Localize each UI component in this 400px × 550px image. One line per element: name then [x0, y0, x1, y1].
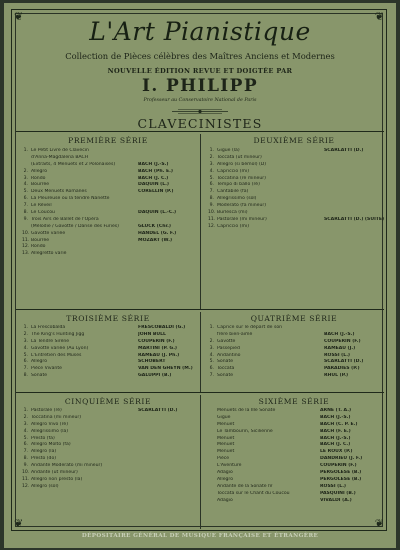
composer-name: SCARLATTI (D.): [138, 408, 178, 413]
work-title: Capriccio (mi): [217, 168, 250, 174]
work-title: Menuet: [217, 421, 235, 427]
list-item: [22, 224, 198, 231]
item-number: 11.: [22, 237, 30, 243]
list-item: [208, 210, 384, 217]
series-list-5: [22, 408, 198, 491]
item-number: 2.: [23, 168, 28, 174]
composer-name: MOZART (W.): [138, 237, 173, 243]
list-item: [208, 325, 384, 332]
composer-name: BACH (J.-S.): [320, 414, 351, 420]
list-item: [208, 449, 384, 456]
item-number: 9.: [23, 463, 28, 469]
work-title: Andantino: [217, 352, 241, 358]
list-item: [208, 189, 384, 196]
composer-name: COUPERIN (F.): [320, 463, 357, 469]
list-item: [208, 429, 384, 436]
item-number: 11.: [22, 476, 30, 482]
corner-ornament-icon: ❦: [374, 517, 384, 530]
item-number: 10.: [208, 210, 216, 216]
item-number: 2.: [23, 414, 28, 420]
composer-name: VIVALDI (A.): [320, 497, 352, 503]
list-item: [22, 346, 198, 353]
work-title: Trois Airs de Ballet de l'Opéra: [31, 216, 99, 222]
work-title: La Tendre Sirène: [31, 338, 70, 344]
series-heading-5: CINQUIÈME SÉRIE: [64, 397, 152, 406]
composer-name: SCARLATTI (D.): [324, 148, 364, 153]
item-number: 3.: [209, 345, 214, 351]
item-number: 5.: [23, 189, 28, 195]
list-item: [22, 196, 198, 203]
work-title: (Mélodie / Gavotte / Danse des Furies): [31, 223, 119, 229]
category-heading: CLAVECINISTES: [137, 116, 263, 131]
composer-name: DAQUIN (L.): [138, 182, 170, 188]
work-title: Sonate: [217, 373, 234, 379]
composer-name: CORELLIN (P.): [138, 189, 174, 195]
item-number: 1.: [209, 325, 214, 330]
corner-ornament-icon: ❦: [14, 10, 24, 23]
list-item: [22, 339, 198, 346]
series-heading-4: QUATRIÈME SÉRIE: [250, 314, 338, 323]
composer-name: MARTINI (P. G.): [138, 345, 178, 351]
list-item: [22, 470, 198, 477]
score-cover: [4, 3, 396, 548]
work-title: Pastorale (ré): [31, 408, 62, 413]
item-number: 4.: [23, 428, 28, 434]
composer-name: RHUL (P.): [324, 373, 349, 379]
list-item: [208, 162, 384, 169]
composer-name: FRESCOBALDI (G.): [138, 325, 186, 330]
work-title: Menuet: [217, 449, 235, 455]
work-title: Menuet: [217, 442, 235, 448]
composer-name: BACH (J.-S.): [138, 161, 169, 167]
divider: [16, 392, 384, 393]
series-heading-3: TROISIÈME SÉRIE: [66, 314, 150, 323]
work-title: Rondo: [31, 244, 46, 250]
list-item: [22, 422, 198, 429]
list-item: [208, 217, 384, 224]
list-item: [208, 463, 384, 470]
list-item: [208, 203, 384, 210]
item-number: 7.: [23, 203, 28, 209]
item-number: 9.: [23, 216, 28, 222]
work-title: Allegrissimo (sol): [217, 196, 257, 202]
composer-name: COUPERIN (F.): [138, 338, 175, 344]
list-item: [22, 366, 198, 373]
work-title: L'Aventure: [217, 463, 242, 469]
list-item: [22, 484, 198, 491]
work-title: Sonate: [217, 359, 234, 365]
series-list-4: [208, 325, 384, 380]
list-item: [208, 155, 384, 162]
column-divider: [200, 312, 201, 392]
item-number: 12.: [22, 244, 30, 250]
item-number: 1.: [23, 148, 28, 153]
item-number: 12.: [208, 223, 216, 229]
work-title: Passepied: [217, 345, 240, 351]
work-title: Le Tambourin, Sicilienne: [217, 428, 273, 434]
collection-subtitle: Collection de Pièces célèbres des Maîtres Anciens et Modernes: [65, 51, 335, 61]
list-item: [22, 162, 198, 169]
list-item: [22, 238, 198, 245]
list-item: [208, 498, 384, 505]
corner-ornament-icon: ❦: [374, 10, 384, 23]
composer-name: DANDRIEU (J. F.): [320, 456, 363, 462]
item-number: 5.: [209, 359, 214, 365]
work-title: The King's Hunting Jigg: [31, 331, 85, 337]
item-number: 2.: [209, 338, 214, 344]
publisher-footer: DÉPOSITAIRE GÉNÉRAL DE MUSIQUE FRANÇAISE ET ÉTRANGÈRE: [81, 533, 319, 539]
composer-name: BACH (Ph. E.): [138, 168, 173, 174]
item-number: 1.: [23, 408, 28, 413]
item-number: 6.: [209, 182, 214, 188]
composer-name: DAQUIN (L.-C.): [138, 210, 177, 216]
list-item: [22, 231, 198, 238]
list-item: [22, 415, 198, 422]
item-number: 1.: [23, 325, 28, 330]
item-number: 8.: [23, 373, 28, 379]
work-title: Capriccio (mi): [217, 223, 250, 229]
work-title: Allegro (si bémol) (D): [217, 161, 267, 167]
item-number: 9.: [209, 203, 214, 209]
divider-ornament-icon: [172, 108, 228, 115]
list-item: [208, 442, 384, 449]
composer-name: ROSSI (L.): [324, 352, 351, 358]
composer-name: GALUPPI (B.): [138, 373, 172, 379]
list-item: [208, 373, 384, 380]
work-title: d'Anna-Magdalena BACH: [31, 154, 89, 160]
work-title: Allegro: [31, 359, 48, 365]
work-title: (Extraits, 4 Menuets et 2 Polonaises): [31, 161, 116, 167]
item-number: 10.: [22, 230, 30, 236]
list-item: [22, 477, 198, 484]
edition-line: NOUVELLE ÉDITION REVUE ET DOIGTÉE PAR: [107, 67, 293, 75]
item-number: 3.: [23, 421, 28, 427]
work-title: Allegro: [31, 168, 48, 174]
list-item: [208, 339, 384, 346]
work-title: Toccatina (mi mineur): [31, 414, 82, 420]
list-item: [208, 359, 384, 366]
composer-name: PASQUINI (B.): [320, 490, 356, 496]
composer-name: BACH (J.-S.): [324, 331, 355, 337]
work-title: Le Coucou: [31, 210, 55, 216]
divider: [16, 309, 384, 310]
series-heading-2: DEUXIÈME SÉRIE: [253, 136, 335, 145]
list-item: [22, 429, 198, 436]
work-title: Andante de la Sonate IV: [217, 483, 273, 489]
composer-name: BACH (J.-S.): [320, 435, 351, 441]
work-title: Le Petit Livre de Clavecin: [31, 148, 89, 153]
work-title: Gavotte: [217, 338, 236, 344]
list-item: [208, 224, 384, 231]
work-title: Pièce Vivante: [31, 366, 62, 372]
work-title: Allegro (sol): [31, 483, 59, 489]
composer-name: HÄNDEL (G. F.): [138, 230, 177, 236]
item-number: 6.: [23, 196, 28, 202]
list-item: [22, 325, 198, 332]
item-number: 4.: [209, 352, 214, 358]
item-number: 3.: [209, 161, 214, 167]
work-title: Caprice sur le départ de son: [217, 325, 283, 330]
work-title: Allegro Vivo (ré): [31, 421, 69, 427]
item-number: 3.: [23, 338, 28, 344]
list-item: [22, 169, 198, 176]
work-title: Allegrissimo (la): [31, 428, 69, 434]
item-number: 8.: [209, 196, 214, 202]
work-title: Toccata sur le Chant du Coucou: [217, 490, 290, 496]
list-item: [208, 196, 384, 203]
work-title: Pastorale (mi mineur): [217, 216, 267, 222]
list-item: [208, 456, 384, 463]
composer-name: RAMEAU (J. Ph.): [138, 352, 180, 358]
composer-name: RAMEAU (J.): [324, 345, 356, 351]
list-item: [22, 217, 198, 224]
item-number: 12.: [22, 483, 30, 489]
composer-name: COUPERIN (F.): [324, 338, 361, 344]
list-item: [22, 373, 198, 380]
item-number: 8.: [23, 456, 28, 462]
list-item: [208, 436, 384, 443]
list-item: [22, 408, 198, 415]
item-number: 5.: [23, 435, 28, 441]
series-list-2: [208, 148, 384, 231]
composer-name: SCARLATTI (D.): [324, 359, 364, 365]
list-item: [208, 169, 384, 176]
work-title: Toccatina (ré mineur): [217, 175, 266, 181]
work-title: Deux Menuets Romanes: [31, 189, 87, 195]
work-title: Allegro (la): [31, 449, 57, 455]
work-title: Andante (ut mineur): [31, 470, 78, 476]
item-number: 6.: [23, 359, 28, 365]
item-number: 7.: [23, 366, 28, 372]
composer-name: PARADIES (P.): [324, 366, 360, 372]
column-divider: [200, 395, 201, 529]
work-title: Toccata (ut mineur): [217, 154, 262, 160]
composer-name: LE ROUX (P.): [320, 449, 353, 455]
composer-name: GLUCK (Chr.): [138, 223, 171, 229]
item-number: 7.: [209, 373, 214, 379]
list-item: [208, 470, 384, 477]
column-divider: [200, 134, 201, 309]
list-item: [22, 244, 198, 251]
item-number: 13.: [22, 251, 30, 257]
list-item: [208, 346, 384, 353]
list-item: [208, 332, 384, 339]
list-item: [22, 353, 198, 360]
series-list-1: [22, 148, 198, 258]
composer-name: PERGOLÈSE (B.): [320, 476, 362, 482]
list-item: [22, 148, 198, 155]
divider: [16, 131, 384, 132]
list-item: [22, 189, 198, 196]
work-title: Rondo: [31, 175, 46, 181]
work-title: Sonate: [31, 373, 48, 379]
work-title: Allegretto varié: [31, 251, 67, 257]
work-title: frère bien-aimé: [217, 331, 253, 337]
item-number: 11.: [208, 216, 216, 222]
list-item: [22, 182, 198, 189]
editor-credentials: Professeur au Conservatoire National de Paris: [143, 98, 257, 103]
series-list-6: [208, 408, 384, 504]
item-number: 2.: [209, 154, 214, 160]
composer-name: ARNE (T. A.): [320, 408, 352, 413]
work-title: Tempo di ballo (ré): [217, 182, 260, 188]
item-number: 4.: [209, 168, 214, 174]
list-item: [208, 176, 384, 183]
work-title: Le Réveil: [31, 203, 52, 209]
item-number: 2.: [23, 331, 28, 337]
item-number: 4.: [23, 345, 28, 351]
page-title: L'Art Pianistique: [89, 17, 311, 46]
list-item: [208, 491, 384, 498]
item-number: 5.: [23, 352, 28, 358]
composer-name: BACH (J. C.): [320, 442, 351, 448]
work-title: Allegro: [217, 476, 234, 482]
work-title: Presto (fa): [31, 435, 55, 441]
composer-name: BACH (C. P. E.): [320, 421, 358, 427]
work-title: Allegro Molto (fa): [31, 442, 71, 448]
work-title: Adagio: [217, 470, 233, 476]
work-title: Menuets de la IIIe Sonate: [217, 408, 276, 413]
list-item: [22, 210, 198, 217]
list-item: [208, 353, 384, 360]
work-title: L'Entretien des Muses: [31, 352, 82, 358]
composer-name: SCHOBERT: [138, 359, 166, 365]
list-item: [22, 463, 198, 470]
list-item: [208, 477, 384, 484]
work-title: Gavotte variée (Au Lyon): [31, 345, 89, 351]
work-title: Bourrée: [31, 237, 50, 243]
work-title: La Frescobalda: [31, 325, 66, 330]
work-title: Presto (do): [31, 456, 57, 462]
series-heading-1: PREMIÈRE SÉRIE: [68, 136, 148, 145]
item-number: 4.: [23, 182, 28, 188]
list-item: [22, 449, 198, 456]
work-title: Adagio: [217, 497, 233, 503]
list-item: [22, 203, 198, 210]
item-number: 3.: [23, 175, 28, 181]
work-title: La Pleureuse ou la tendre Nanette: [31, 196, 110, 202]
list-item: [22, 442, 198, 449]
composer-name: ROSSI (L.): [320, 483, 347, 489]
item-number: 10.: [22, 470, 30, 476]
list-item: [208, 422, 384, 429]
composer-name: VAN DEN GHEYN (M.): [138, 366, 193, 372]
list-item: [22, 155, 198, 162]
list-item: [22, 176, 198, 183]
work-title: Gigue: [217, 414, 231, 420]
item-number: 7.: [209, 189, 214, 195]
work-title: Toccata: [217, 366, 235, 372]
list-item: [208, 408, 384, 415]
item-number: 6.: [23, 442, 28, 448]
composer-name: JOHN BULL: [138, 331, 166, 337]
list-item: [208, 484, 384, 491]
work-title: Burlesca (mi): [217, 210, 248, 216]
corner-ornament-icon: ❦: [14, 517, 24, 530]
list-item: [208, 148, 384, 155]
list-item: [22, 332, 198, 339]
list-item: [22, 456, 198, 463]
work-title: Cantabile (fa): [217, 189, 249, 195]
item-number: 8.: [23, 210, 28, 216]
item-number: 7.: [23, 449, 28, 455]
item-number: 6.: [209, 366, 214, 372]
item-number: 5.: [209, 175, 214, 181]
composer-name: BACH (J. C.): [138, 175, 169, 181]
list-item: [22, 251, 198, 258]
work-title: Gavotte variée: [31, 230, 66, 236]
series-heading-6: SIXIÈME SÉRIE: [258, 397, 330, 406]
work-title: Menuet: [217, 435, 235, 441]
work-title: Moderato (fa mineur): [217, 203, 267, 209]
work-title: Gigue (la): [217, 148, 240, 153]
work-title: Bourrée: [31, 182, 50, 188]
composer-name: PERGOLÈSE (B.): [320, 470, 362, 476]
editor-name: I. PHILIPP: [141, 76, 259, 96]
work-title: Pièce: [217, 456, 230, 462]
composer-name: BACH (F. E.): [320, 428, 351, 434]
item-number: 1.: [209, 148, 214, 153]
list-item: [208, 182, 384, 189]
list-item: [22, 436, 198, 443]
work-title: Allegro non presto (la): [31, 476, 83, 482]
list-item: [208, 415, 384, 422]
composer-name: SCARLATTI (D.) (SUITE): [324, 216, 384, 222]
list-item: [22, 359, 198, 366]
series-list-3: [22, 325, 198, 380]
work-title: Andante Moderato (mi mineur): [31, 463, 103, 469]
list-item: [208, 366, 384, 373]
